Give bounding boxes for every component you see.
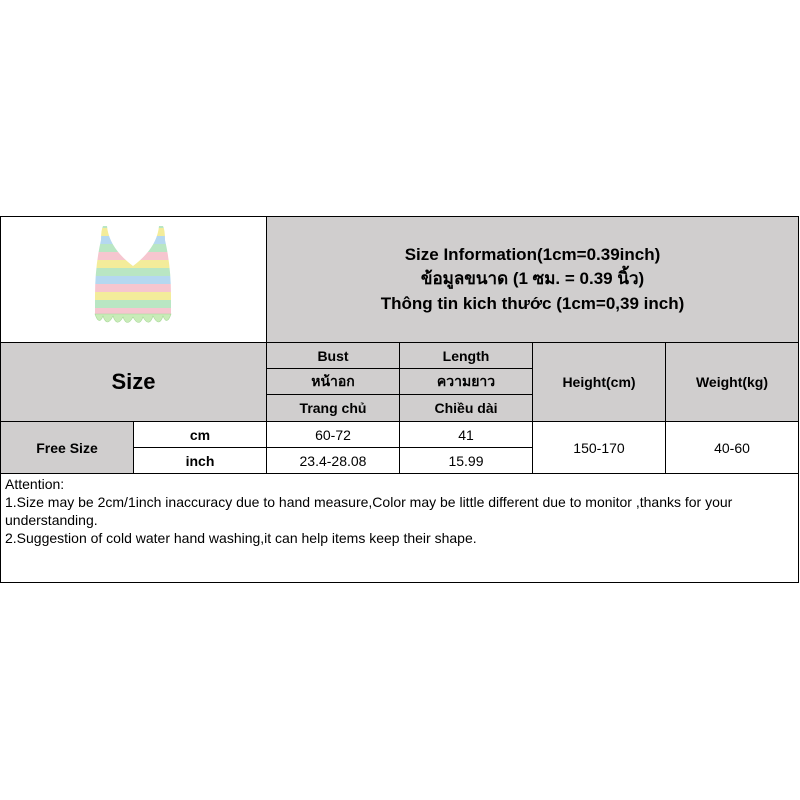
length-header-english: Length — [399, 342, 533, 369]
unit-inch-label: inch — [133, 447, 267, 474]
bust-inch-value: 23.4-28.08 — [266, 447, 400, 474]
title-line-english: Size Information(1cm=0.39inch) — [404, 244, 661, 264]
weight-header: Weight(kg) — [665, 342, 799, 422]
height-value: 150-170 — [532, 421, 666, 474]
length-header-thai: ความยาว — [399, 368, 533, 395]
size-heading: Size — [0, 342, 267, 422]
length-inch-value: 15.99 — [399, 447, 533, 474]
size-chart — [0, 216, 799, 583]
striped-knit-crop-top-image — [67, 218, 201, 341]
title-line-vietnamese: Thông tin kich thước (1cm=0,39 inch) — [380, 293, 685, 313]
attention-note-2: 2.Suggestion of cold water hand washing,it can help items keep their shape. — [5, 530, 477, 546]
bust-cm-value: 60-72 — [266, 421, 400, 448]
length-cm-value: 41 — [399, 421, 533, 448]
weight-value: 40-60 — [665, 421, 799, 474]
bust-header-english: Bust — [266, 342, 400, 369]
attention-notes — [0, 473, 799, 583]
height-header: Height(cm) — [532, 342, 666, 422]
title-line-thai: ข้อมูลขนาด (1 ซม. = 0.39 นิ้ว) — [420, 269, 645, 289]
size-information-title — [266, 216, 799, 343]
attention-note-1: 1.Size may be 2cm/1inch inaccuracy due to hand measure,Color may be little different due to monitor ,thanks for your understanding. — [5, 494, 733, 528]
attention-heading: Attention: — [5, 476, 65, 492]
product-image-cell — [0, 216, 267, 343]
unit-cm-label: cm — [133, 421, 267, 448]
bust-header-vietnamese: Trang chủ — [266, 394, 400, 422]
free-size-label: Free Size — [0, 421, 134, 474]
length-header-vietnamese: Chiều dài — [399, 394, 533, 422]
bust-header-thai: หน้าอก — [266, 368, 400, 395]
